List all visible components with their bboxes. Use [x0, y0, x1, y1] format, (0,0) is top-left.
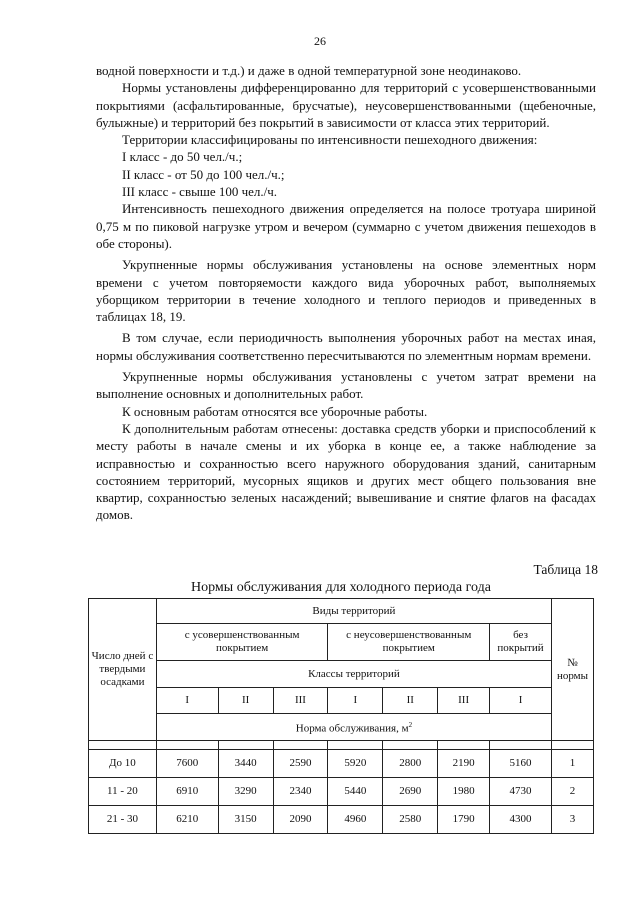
table-row [89, 750, 594, 778]
class-cell: III [273, 688, 328, 714]
spacer-cell [89, 741, 157, 750]
value-cell: 4960 [328, 806, 383, 834]
value-cell: 2800 [383, 750, 438, 778]
paragraph: II класс - от 50 до 100 чел./ч.; [122, 166, 285, 182]
class-cell: III [438, 688, 490, 714]
value-cell: 2590 [273, 750, 328, 778]
value-cell: 6210 [156, 806, 218, 834]
norm-no-cell: 3 [551, 806, 593, 834]
spacer-cell [551, 741, 593, 750]
value-cell: 3440 [218, 750, 273, 778]
body-text [96, 62, 596, 524]
value-cell: 3290 [218, 778, 273, 806]
col-types-header: Виды территорий [156, 599, 551, 624]
col-no-header: № нормы [551, 599, 593, 741]
value-cell: 5160 [490, 750, 552, 778]
days-cell: 11 - 20 [89, 778, 157, 806]
col-days-header: Число дней с твердыми осадками [89, 599, 157, 741]
paragraph: Укрупненные нормы обслуживания установлены с учетом затрат времени на выполнение основных и дополнительных работ. [96, 369, 596, 402]
value-cell: 6910 [156, 778, 218, 806]
days-cell: 21 - 30 [89, 806, 157, 834]
paragraph: Нормы установлены дифференцированно для территорий с усовершенствованными покрытиями (асфальтированные, брусчатые), неусовершенствованными (щебеночные, булыжные) и территорий без покрытий в зависимости от класса этих территорий. [96, 80, 596, 130]
norm-label: Норма обслуживания, м [295, 722, 409, 735]
value-cell: 7600 [156, 750, 218, 778]
cover-none-header: без покрытий [490, 624, 552, 661]
value-cell: 2090 [273, 806, 328, 834]
paragraph: Укрупненные нормы обслуживания установлены на основе элементных норм времени с учетом повторяемости каждого вида уборочных работ, выполняемых уборщиком территории в течение холодного и теплого периодов и приведенных в таблицах 18, 19. [96, 257, 596, 325]
paragraph: I класс - до 50 чел./ч.; [122, 149, 243, 165]
page-number: 26 [314, 34, 326, 48]
norm-unit-header [156, 714, 551, 741]
class-cell: II [383, 688, 438, 714]
spacer-cell [156, 741, 218, 750]
class-cell: II [218, 688, 273, 714]
table-number: Таблица 18 [533, 562, 598, 577]
paragraph: Интенсивность пешеходного движения определяется на полосе тротуара шириной 0,75 м по пиковой нагрузке утром и вечером (суммарно с учетом движения пешеходов в обе стороны). [96, 201, 596, 251]
value-cell: 2690 [383, 778, 438, 806]
norms-table [88, 598, 594, 834]
spacer-cell [438, 741, 490, 750]
table-row [89, 806, 594, 834]
spacer-cell [328, 741, 383, 750]
value-cell: 5920 [328, 750, 383, 778]
cover-unimproved-header: с неусовершенствованным покрытием [328, 624, 490, 661]
classes-header: Классы территорий [156, 661, 551, 688]
norm-no-cell: 2 [551, 778, 593, 806]
paragraph: В том случае, если периодичность выполнения уборочных работ на местах иная, нормы обслуживания соответственно пересчитываются по элементным нормам времени. [96, 330, 596, 363]
value-cell: 1790 [438, 806, 490, 834]
paragraph: К дополнительным работам отнесены: доставка средств уборки и приспособлений к месту работы в начале смены и их уборка в конце ее, а также наблюдение за исправностью и сохранностью всего наружного оборудования зданий, санитарным состоянием территорий, мусорных ящиков и других мест общего пользования вне квартир, сохранностью зеленых насаждений; вывешивание и снятие флагов на фасадах домов. [96, 420, 596, 523]
paragraph: К основным работам относятся все уборочные работы. [122, 403, 428, 419]
norm-unit-sup: 2 [408, 720, 413, 729]
class-cell: I [156, 688, 218, 714]
spacer-cell [490, 741, 552, 750]
value-cell: 2340 [273, 778, 328, 806]
value-cell: 4730 [490, 778, 552, 806]
value-cell: 4300 [490, 806, 552, 834]
spacer-cell [383, 741, 438, 750]
paragraph: водной поверхности и т.д.) и даже в одной температурной зоне неодинаково. [96, 63, 522, 78]
class-cell: I [328, 688, 383, 714]
paragraph: III класс - свыше 100 чел./ч. [122, 184, 278, 200]
value-cell: 3150 [218, 806, 273, 834]
class-cell: I [490, 688, 552, 714]
table-row [89, 778, 594, 806]
paragraph: Территории классифицированы по интенсивности пешеходного движения: [122, 132, 538, 148]
value-cell: 2190 [438, 750, 490, 778]
table-title: Нормы обслуживания для холодного периода года [191, 580, 491, 595]
spacer-cell [218, 741, 273, 750]
cover-improved-header: с усовершенствованным покрытием [156, 624, 328, 661]
norm-no-cell: 1 [551, 750, 593, 778]
spacer-cell [273, 741, 328, 750]
value-cell: 5440 [328, 778, 383, 806]
value-cell: 2580 [383, 806, 438, 834]
value-cell: 1980 [438, 778, 490, 806]
days-cell: До 10 [89, 750, 157, 778]
